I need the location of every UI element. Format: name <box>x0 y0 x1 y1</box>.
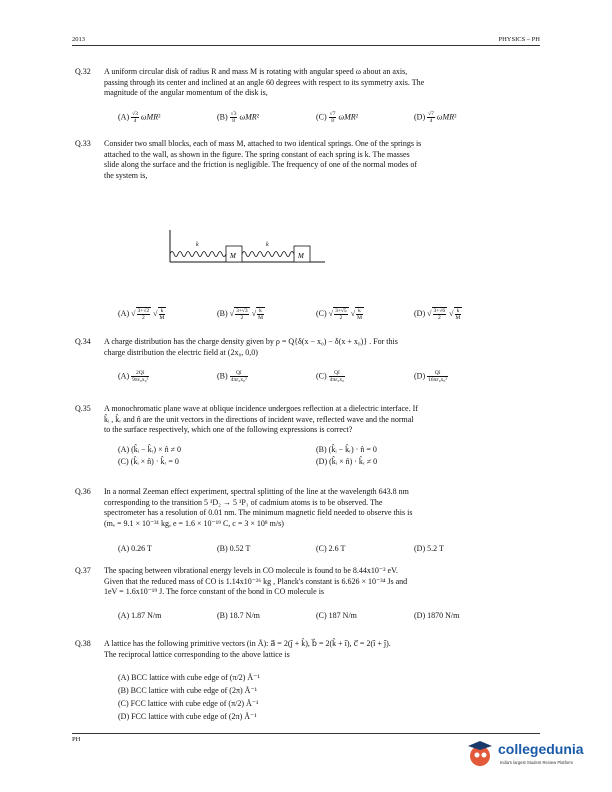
option-d[interactable]: (D) 5.2 T <box>414 544 444 553</box>
question-number: Q.35 <box>75 404 91 413</box>
option-d[interactable]: (D) $\frac{√7}{4}$ ωMR² <box>414 111 457 124</box>
option-label: (D) <box>414 371 426 381</box>
option-c[interactable]: (C) (k̂ᵢ × n̂) · k̂ᵣ = 0 <box>118 457 179 466</box>
question-number: Q.33 <box>75 139 91 148</box>
question-text-line: Consider two small blocks, each of mass M, attached to two identical springs. One of the springs is <box>104 139 422 148</box>
question-36 <box>75 487 540 529</box>
option-c[interactable]: (C) $\frac{Qî}{\text{4πε₀x₀}}$ <box>316 370 345 383</box>
question-text-line: (mₑ = 9.1 × 10⁻³¹ kg, e = 1.6 × 10⁻¹⁹ C, c = 3 × 10⁸ m/s) <box>104 518 284 528</box>
option-c[interactable]: (C) 2.6 T <box>316 544 346 553</box>
question-text-line: attached to the wall, as shown in the figure. The spring constant of each spring is k. The masses <box>104 149 410 159</box>
option-label: (B) <box>217 112 228 122</box>
question-text-line: The spacing between vibrational energy levels in CO molecule is found to be 8.44x10⁻² eV. <box>104 566 398 575</box>
question-text-line: slide along the surface and the friction is negligible. The frequency of one of the normal modes of <box>104 160 418 169</box>
option-label: (A) <box>118 308 130 318</box>
option-label: (D) <box>414 308 426 318</box>
option-b[interactable]: (B) BCC lattice with cube edge of (2π) Å⁻¹ <box>118 686 258 695</box>
option-label: (A) <box>118 371 130 381</box>
question-text-line: passing through its center and inclined at an angle 60 degrees with respect to its symmetry axis. The <box>104 77 425 87</box>
question-32 <box>75 67 540 99</box>
question-text-line: A uniform circular disk of radius R and mass M is rotating with angular speed ω about an axis, <box>104 67 408 76</box>
spring-mass-figure <box>160 228 330 278</box>
question-text-line: to the surface respectively, which one of the following expressions is correct? <box>104 425 353 434</box>
option-label: (B) <box>217 308 228 318</box>
header-year: 2013 <box>72 36 85 43</box>
question-text-line: Given that the reduced mass of CO is 1.14x10⁻²⁶ kg , Planck's constant is 6.626 × 10⁻³⁴ Js and <box>104 576 408 586</box>
option-a[interactable]: (A) BCC lattice with cube edge of (π/2) Å⁻¹ <box>118 673 260 682</box>
header-rule <box>72 45 540 46</box>
option-d[interactable]: (D) √ $\frac{3+√6}{2}$ √ $\frac{k}{M}$ <box>414 308 461 321</box>
question-number: Q.34 <box>75 337 91 346</box>
brand-logo-text[interactable]: collegedunia <box>498 741 584 757</box>
option-c[interactable]: (C) 187 N/m <box>316 611 357 620</box>
option-d[interactable]: (D) 1870 N/m <box>414 611 460 620</box>
option-b[interactable]: (B) √ $\frac{3+√3}{2}$ √ $\frac{k}{M}$ <box>217 308 263 321</box>
question-35 <box>75 404 540 436</box>
question-37 <box>75 566 540 598</box>
option-label: (C) <box>316 308 327 318</box>
question-number: Q.37 <box>75 566 91 575</box>
option-d[interactable]: (D) FCC lattice with cube edge of (2π) Å⁻¹ <box>118 712 257 721</box>
option-c[interactable]: (C) FCC lattice with cube edge of (π/2) Å⁻¹ <box>118 699 259 708</box>
question-33 <box>75 139 540 181</box>
option-b[interactable]: (B) 18.7 N/m <box>217 611 260 620</box>
option-label: (C) <box>316 371 327 381</box>
option-d[interactable]: (D) $\frac{Qî}{\text{16πε₀x₀²}}$ <box>414 370 447 383</box>
spring-label-k: k <box>266 242 269 248</box>
question-text-line: 1eV = 1.6x10⁻¹⁹ J. The force constant of the bond in CO molecule is <box>104 587 325 596</box>
question-text-line: The reciprocal lattice corresponding to the above lattice is <box>104 649 290 659</box>
option-c[interactable]: (C) $\frac{√7}{8}$ ωMR² <box>316 111 359 124</box>
option-a[interactable]: (A) $\frac{√3}{4}$ ωMR² <box>118 111 161 124</box>
question-text-line: spectrometer has a resolution of 0.01 nm. The minimum magnetic field needed to observe this is <box>104 508 413 517</box>
question-text-line: the system is, <box>104 170 148 180</box>
question-text-line: A charge distribution has the charge density given by ρ = Q{δ(x − x₀) − δ(x + x₀)} . For this <box>104 337 398 346</box>
question-38 <box>75 639 540 660</box>
question-text-line: A monochromatic plane wave at oblique incidence undergoes reflection at a dielectric interface. If <box>104 404 418 413</box>
brand-tagline: India's largest Student Review Platform <box>500 760 573 765</box>
option-a[interactable]: (A) $\frac{2Qî}{\text{9πε₀x₀²}}$ <box>118 370 149 383</box>
option-b[interactable]: (B) $\frac{Qî}{\text{4πε₀x₀²}}$ <box>217 370 247 383</box>
question-number: Q.32 <box>75 67 91 76</box>
option-d[interactable]: (D) (k̂ᵢ × n̂) · k̂ᵣ ≠ 0 <box>316 457 378 466</box>
spring-label-k: k <box>196 242 199 248</box>
question-text-line: magnitude of the angular momentum of the disk is, <box>104 88 268 97</box>
spring-2 <box>242 252 294 257</box>
option-a[interactable]: (A) 1.87 N/m <box>118 611 162 620</box>
footer-code: PH <box>72 736 81 743</box>
header-subject: PHYSICS – PH <box>498 36 540 43</box>
question-34 <box>75 337 540 358</box>
option-label: (D) <box>414 112 426 122</box>
question-text-line: k̂ᵢ , k̂ᵣ and n̂ are the unit vectors in the directions of incident wave, reflected wave and the normal <box>104 414 414 424</box>
option-b[interactable]: (B) $\frac{√3}{8}$ ωMR² <box>217 111 260 124</box>
option-a[interactable]: (A) (k̂ᵢ − k̂ᵣ) × n̂ ≠ 0 <box>118 445 181 454</box>
question-text-line: charge distribution the electric field at (2x₀, 0,0) <box>104 347 258 357</box>
footer-rule <box>72 733 540 734</box>
option-a[interactable]: (A) 0.26 T <box>118 544 152 553</box>
mass-label-m: M <box>230 252 236 260</box>
question-number: Q.36 <box>75 487 91 496</box>
option-label: (C) <box>316 112 327 122</box>
option-c[interactable]: (C) √ $\frac{3+√5}{2}$ √ $\frac{k}{M}$ <box>316 308 362 321</box>
spring-1 <box>170 252 226 257</box>
option-label: (B) <box>217 371 228 381</box>
question-text-line: In a normal Zeeman effect experiment, spectral splitting of the line at the wavelength 643.8 nm <box>104 487 409 496</box>
mass-label-m: M <box>298 252 304 260</box>
question-text-line: A lattice has the following primitive vectors (in Å): a⃗ = 2(ĵ + k̂), b⃗ = 2(k̂ + î), c⃗ = 2(î + ĵ). <box>104 639 391 648</box>
option-label: (A) <box>118 112 130 122</box>
option-b[interactable]: (B) (k̂ᵢ − k̂ᵣ) · n̂ = 0 <box>316 445 377 454</box>
graduate-logo-icon <box>465 738 495 768</box>
question-number: Q.38 <box>75 639 91 648</box>
question-text-line: corresponding to the transition 5 ¹D₂ → 5 ¹P₁ of cadmium atoms is to be observed. The <box>104 497 383 507</box>
option-a[interactable]: (A) √ $\frac{3+√2}{2}$ √ $\frac{k}{M}$ <box>118 308 165 321</box>
option-b[interactable]: (B) 0.52 T <box>217 544 251 553</box>
